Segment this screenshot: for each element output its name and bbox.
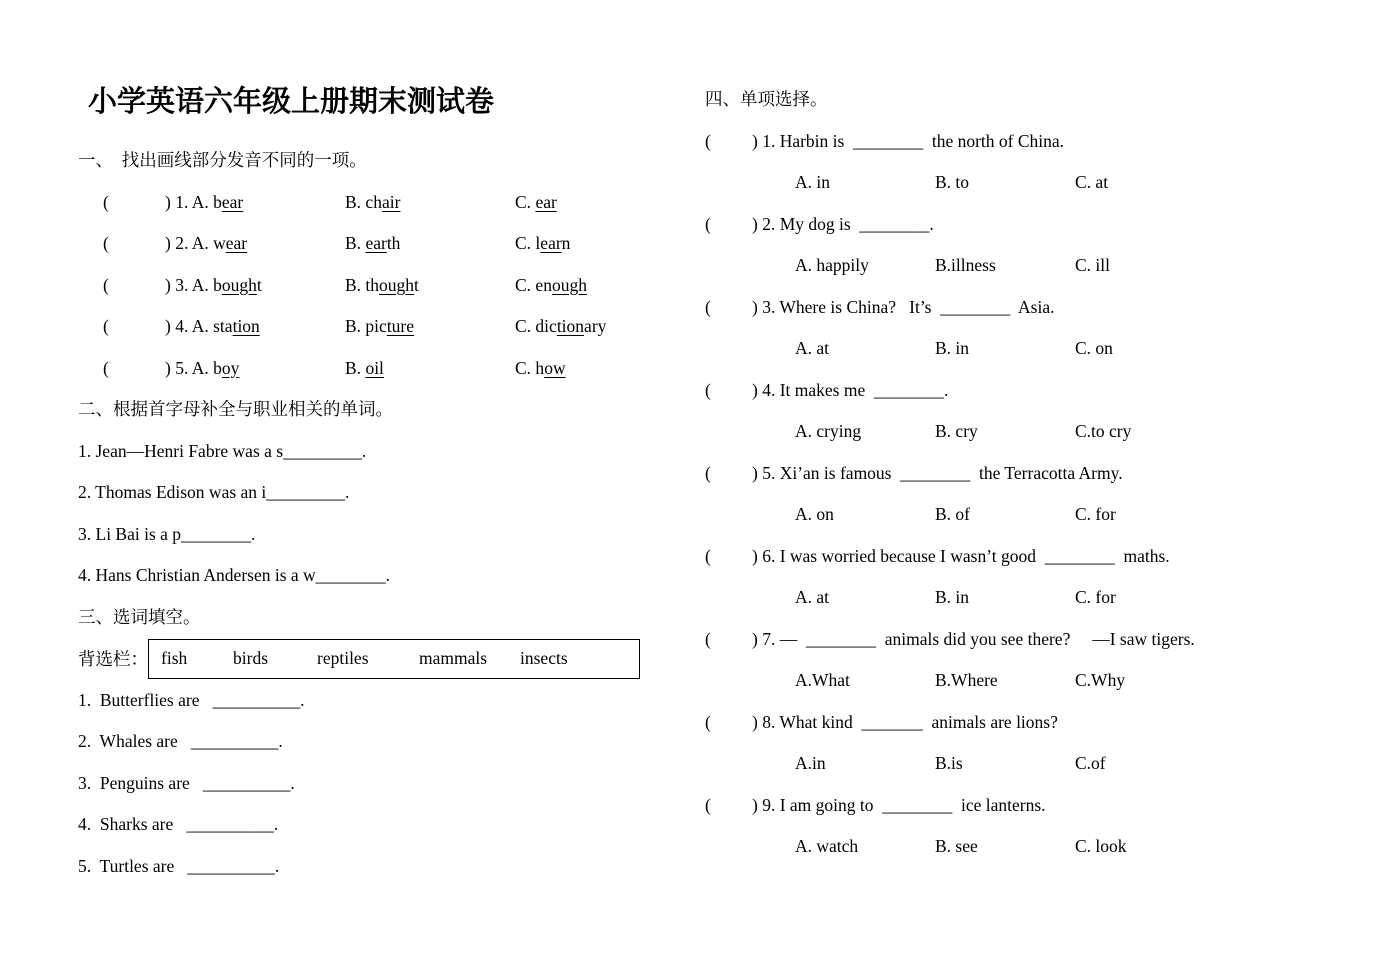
option-text: C. dic [515,316,557,336]
question-text: ) 6. I was worried because I wasn’t good ________ maths. [752,545,1170,566]
answer-paren: ( [705,628,711,649]
option-c [515,306,606,348]
option-b: B.illness [935,255,996,275]
underlined-letters: tion [232,316,260,336]
option-text: B. th [345,274,380,295]
option-b [345,265,515,307]
word-bank-box [148,639,640,679]
mc-options-7 [705,660,1265,702]
mc-question-1 [705,121,1265,163]
option-a [165,306,345,348]
answer-paren: ( [103,357,109,378]
option-text: t [414,274,419,295]
option-a: A. happily [795,255,869,275]
option-text: ary [584,316,607,336]
question-text: ) 8. What kind _______ animals are lions? [752,711,1058,732]
underlined-letters: ture [386,316,415,336]
option-c [515,348,566,390]
word-bank-word: mammals [419,648,488,669]
option-c: C. for [1075,587,1116,607]
option-a [165,265,345,307]
mc-options-3 [705,328,1265,370]
option-b: B.is [935,753,963,773]
phonics-item-2 [78,223,658,265]
word-bank-word: birds [233,648,268,669]
word-choice-item-1: 1. Butterflies are __________. [78,689,305,710]
option-c [515,223,570,265]
option-a: A. watch [795,836,859,856]
underlined-letters: ear [221,191,244,212]
word-bank-row [78,638,658,680]
option-text: t [256,274,262,295]
option-a: A. at [795,338,830,358]
mc-question-8 [705,702,1265,744]
option-text: C. l [515,233,541,253]
option-text: B. pic [345,316,387,336]
option-text: ) 1. A. b [165,191,222,212]
option-text: C. [515,191,536,212]
option-b [345,306,515,348]
mc-question-7 [705,619,1265,661]
fill-word-item-3: 3. Li Bai is a p________. [78,523,256,544]
option-b: B. cry [935,421,978,441]
option-c: C. ill [1075,255,1111,275]
mc-question-9 [705,785,1265,827]
mc-options-2 [705,245,1265,287]
mc-options-9 [705,826,1265,868]
answer-paren: ( [103,316,109,336]
option-c: C.Why [1075,670,1126,690]
underlined-letters: ough [551,274,587,295]
option-b [345,223,515,265]
option-a: A.in [795,753,826,773]
question-text: ) 2. My dog is ________. [752,213,934,234]
option-text: n [561,233,571,253]
right-column [705,79,1265,868]
answer-paren: ( [705,545,711,566]
option-b: B. in [935,587,970,607]
option-c: C.of [1075,753,1106,773]
left-column [78,84,658,887]
mc-options-6 [705,577,1265,619]
phonics-item-5 [78,348,658,390]
option-a: A.What [795,670,850,690]
option-b: B. see [935,836,978,856]
section4-heading: 四、单项选择。 [705,89,828,109]
option-c [515,265,587,307]
underlined-letters: ear [535,191,557,212]
word-bank-label: 背选栏： [78,649,148,670]
option-text: B. [345,357,366,378]
underlined-letters: air [381,191,401,212]
option-c: C. look [1075,836,1127,856]
section1-heading: 一、 找出画线部分发音不同的一项。 [78,150,367,170]
option-a: A. on [795,504,834,524]
question-text: ) 5. Xi’an is famous ________ the Terracotta Army. [752,462,1123,483]
option-c: C. for [1075,504,1116,524]
option-c [515,182,557,224]
underlined-letters: ough [221,274,257,295]
option-text: C. en [515,274,552,295]
mc-options-5 [705,494,1265,536]
option-text: th [386,233,401,253]
phonics-item-4 [78,306,658,348]
page-title: 小学英语六年级上册期末测试卷 [88,86,495,118]
option-a: A. in [795,172,830,192]
answer-paren: ( [705,213,711,234]
mc-question-6 [705,536,1265,578]
option-c: C. on [1075,338,1113,358]
word-choice-item-2: 2. Whales are __________. [78,731,283,751]
word-choice-item-5: 5. Turtles are __________. [78,855,280,876]
question-text: ) 3. Where is China? It’s ________ Asia. [752,296,1055,317]
mc-options-4 [705,411,1265,453]
option-b: B. to [935,172,970,192]
fill-word-item-2: 2. Thomas Edison was an i_________. [78,482,350,502]
mc-options-8 [705,743,1265,785]
fill-word-item-1: 1. Jean—Henri Fabre was a s_________. [78,440,367,461]
answer-paren: ( [705,462,711,483]
option-text: C. h [515,357,545,378]
option-text: ) 4. A. sta [165,316,233,336]
answer-paren: ( [705,379,711,400]
option-b: B. in [935,338,970,358]
option-text: B. ch [345,191,382,212]
option-c: C.to cry [1075,421,1132,441]
option-b: B.Where [935,670,998,690]
underlined-letters: ough [379,274,415,295]
option-a: A. crying [795,421,862,441]
question-text: ) 1. Harbin is ________ the north of China. [752,130,1065,151]
phonics-item-3 [78,265,658,307]
mc-question-4 [705,370,1265,412]
option-text: ) 5. A. b [165,357,222,378]
underlined-letters: tion [556,316,585,336]
answer-paren: ( [103,191,109,212]
question-text: ) 9. I am going to ________ ice lanterns. [752,794,1046,815]
option-a: A. at [795,587,830,607]
mc-question-2 [705,204,1265,246]
underlined-letters: oy [221,357,240,378]
option-text: ) 3. A. b [165,274,222,295]
answer-paren: ( [103,274,109,295]
option-b [345,182,515,224]
answer-paren: ( [705,711,711,732]
option-text: ) 2. A. w [165,233,226,253]
phonics-item-1 [78,182,658,224]
answer-paren: ( [705,296,711,317]
option-text: B. [345,233,366,253]
word-bank-word: fish [161,648,188,669]
mc-question-3 [705,287,1265,329]
answer-paren: ( [705,794,711,815]
option-c: C. at [1075,172,1109,192]
underlined-letters: ear [365,233,387,253]
word-choice-item-3: 3. Penguins are __________. [78,772,295,793]
underlined-letters: ear [225,233,248,253]
underlined-letters: oil [365,357,384,378]
option-b: B. of [935,504,970,524]
underlined-letters: ear [540,233,562,253]
section2-heading: 二、根据首字母补全与职业相关的单词。 [78,399,393,419]
question-text: ) 4. It makes me ________. [752,379,949,400]
mc-question-5 [705,453,1265,495]
word-bank-word: insects [520,648,568,669]
underlined-letters: ow [544,357,566,378]
section3-heading: 三、选词填空。 [78,606,201,627]
answer-paren: ( [103,233,109,253]
fill-word-item-4: 4. Hans Christian Andersen is a w________. [78,565,391,585]
word-choice-item-4: 4. Sharks are __________. [78,814,279,834]
option-b [345,348,515,390]
question-text: ) 7. — ________ animals did you see there? —I saw tigers. [752,628,1195,649]
option-a [165,348,345,390]
word-bank-word: reptiles [317,648,369,669]
mc-options-1 [705,162,1265,204]
answer-paren: ( [705,130,711,151]
option-a [165,223,345,265]
option-a [165,182,345,224]
